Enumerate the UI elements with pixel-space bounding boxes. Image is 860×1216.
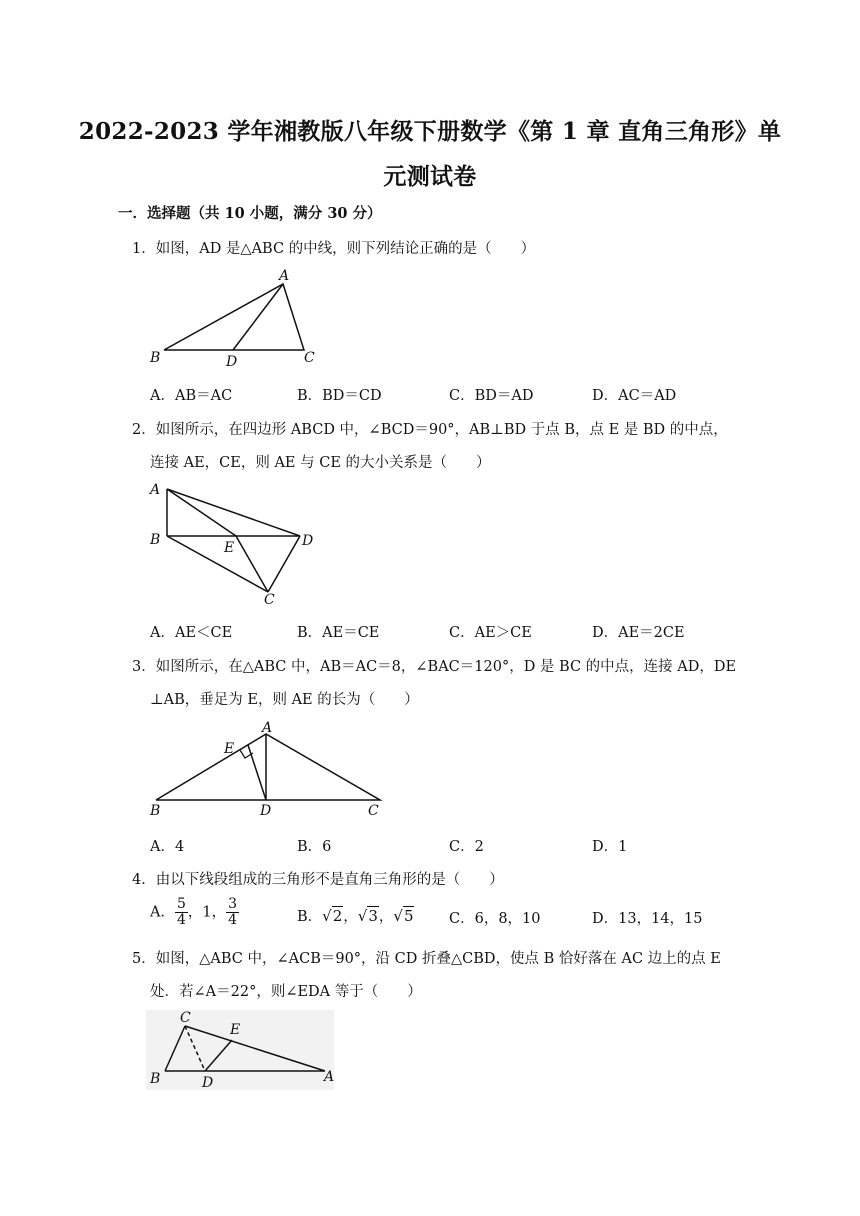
label-A: A	[279, 268, 290, 284]
label-C: C	[304, 350, 315, 366]
fraction-three-quarters: $\frac{3}{4}$	[228, 896, 238, 928]
question-1-figure	[140, 262, 330, 372]
document-title-line-1: 2022-2023 学年湘教版八年级下册数学《第 1 章 直角三角形》单	[78, 118, 782, 145]
question-3-text-line-2: ⊥AB，垂足为 E，则 AE 的长为（ ）	[150, 692, 419, 708]
q2-option-d: D．AE＝2CE	[592, 625, 685, 641]
q3-option-b: B．6	[297, 839, 332, 855]
label-E: E	[230, 1022, 241, 1038]
label-C: C	[180, 1010, 191, 1026]
q4-option-b: B．√2，√3，√5	[297, 907, 414, 925]
label-B: B	[150, 1071, 161, 1087]
q1-option-c: C．BD＝AD	[449, 388, 534, 404]
q1-option-b: B．BD＝CD	[297, 388, 382, 404]
question-5-text-line-2: 处．若∠A＝22°，则∠EDA 等于（ ）	[150, 984, 422, 1000]
question-4-text: 4．由以下线段组成的三角形不是直角三角形的是（ ）	[132, 872, 504, 888]
label-A: A	[324, 1069, 335, 1085]
label-A: A	[262, 720, 273, 736]
question-5-text-line-1: 5．如图，△ABC 中，∠ACB＝90°，沿 CD 折叠△CBD，使点 B 恰好落在 AC 边上的点 E	[132, 951, 721, 967]
fraction-five-quarters: $\frac{5}{4}$	[176, 896, 186, 928]
label-D: D	[302, 533, 314, 549]
q4-option-d: D．13，14，15	[592, 911, 703, 927]
label-D: D	[202, 1075, 214, 1091]
question-2-text-line-1: 2．如图所示，在四边形 ABCD 中，∠BCD＝90°，AB⊥BD 于点 B，点 E 是 BD 的中点，	[132, 422, 728, 438]
question-2-text-line-2: 连接 AE，CE，则 AE 与 CE 的大小关系是（ ）	[150, 455, 491, 471]
label-C: C	[264, 592, 275, 608]
question-3-text-line-1: 3．如图所示，在△ABC 中，AB＝AC＝8，∠BAC＝120°，D 是 BC 的中点，连接 AD，DE	[132, 659, 737, 675]
label-E: E	[224, 741, 235, 757]
sqrt-2: √2	[322, 907, 343, 925]
sqrt-3: √3	[357, 907, 378, 925]
question-2-figure	[140, 478, 330, 608]
q2-option-c: C．AE＞CE	[449, 625, 532, 641]
q2-option-a: A．AE＜CE	[150, 625, 233, 641]
label-C: C	[368, 803, 379, 819]
q4-option-c: C．6，8，10	[449, 911, 541, 927]
q2-option-b: B．AE＝CE	[297, 625, 380, 641]
section-heading: 一．选择题（共 10 小题，满分 30 分）	[118, 205, 382, 222]
question-3-figure	[140, 716, 390, 826]
label-D: D	[260, 803, 272, 819]
label-E: E	[224, 540, 235, 556]
sqrt-5: √5	[393, 907, 414, 925]
label-B: B	[150, 532, 161, 548]
q3-option-d: D．1	[592, 839, 628, 855]
q1-option-a: A．AB＝AC	[150, 388, 233, 404]
q1-option-d: D．AC＝AD	[592, 388, 677, 404]
q3-option-a: A．4	[150, 839, 185, 855]
question-5-figure	[140, 1008, 350, 1096]
document-title-line-2: 元测试卷	[383, 163, 477, 190]
q3-option-c: C．2	[449, 839, 484, 855]
label-A: A	[150, 482, 161, 498]
label-B: B	[150, 803, 161, 819]
q4-option-a-prefix: A．	[150, 904, 175, 921]
q4-option-a: A． $\frac{5}{4}$ ，1， $\frac{3}{4}$	[150, 896, 238, 928]
label-D: D	[226, 354, 238, 370]
question-1-text: 1．如图，AD 是△ABC 的中线，则下列结论正确的是（ ）	[132, 241, 536, 257]
label-B: B	[150, 350, 161, 366]
